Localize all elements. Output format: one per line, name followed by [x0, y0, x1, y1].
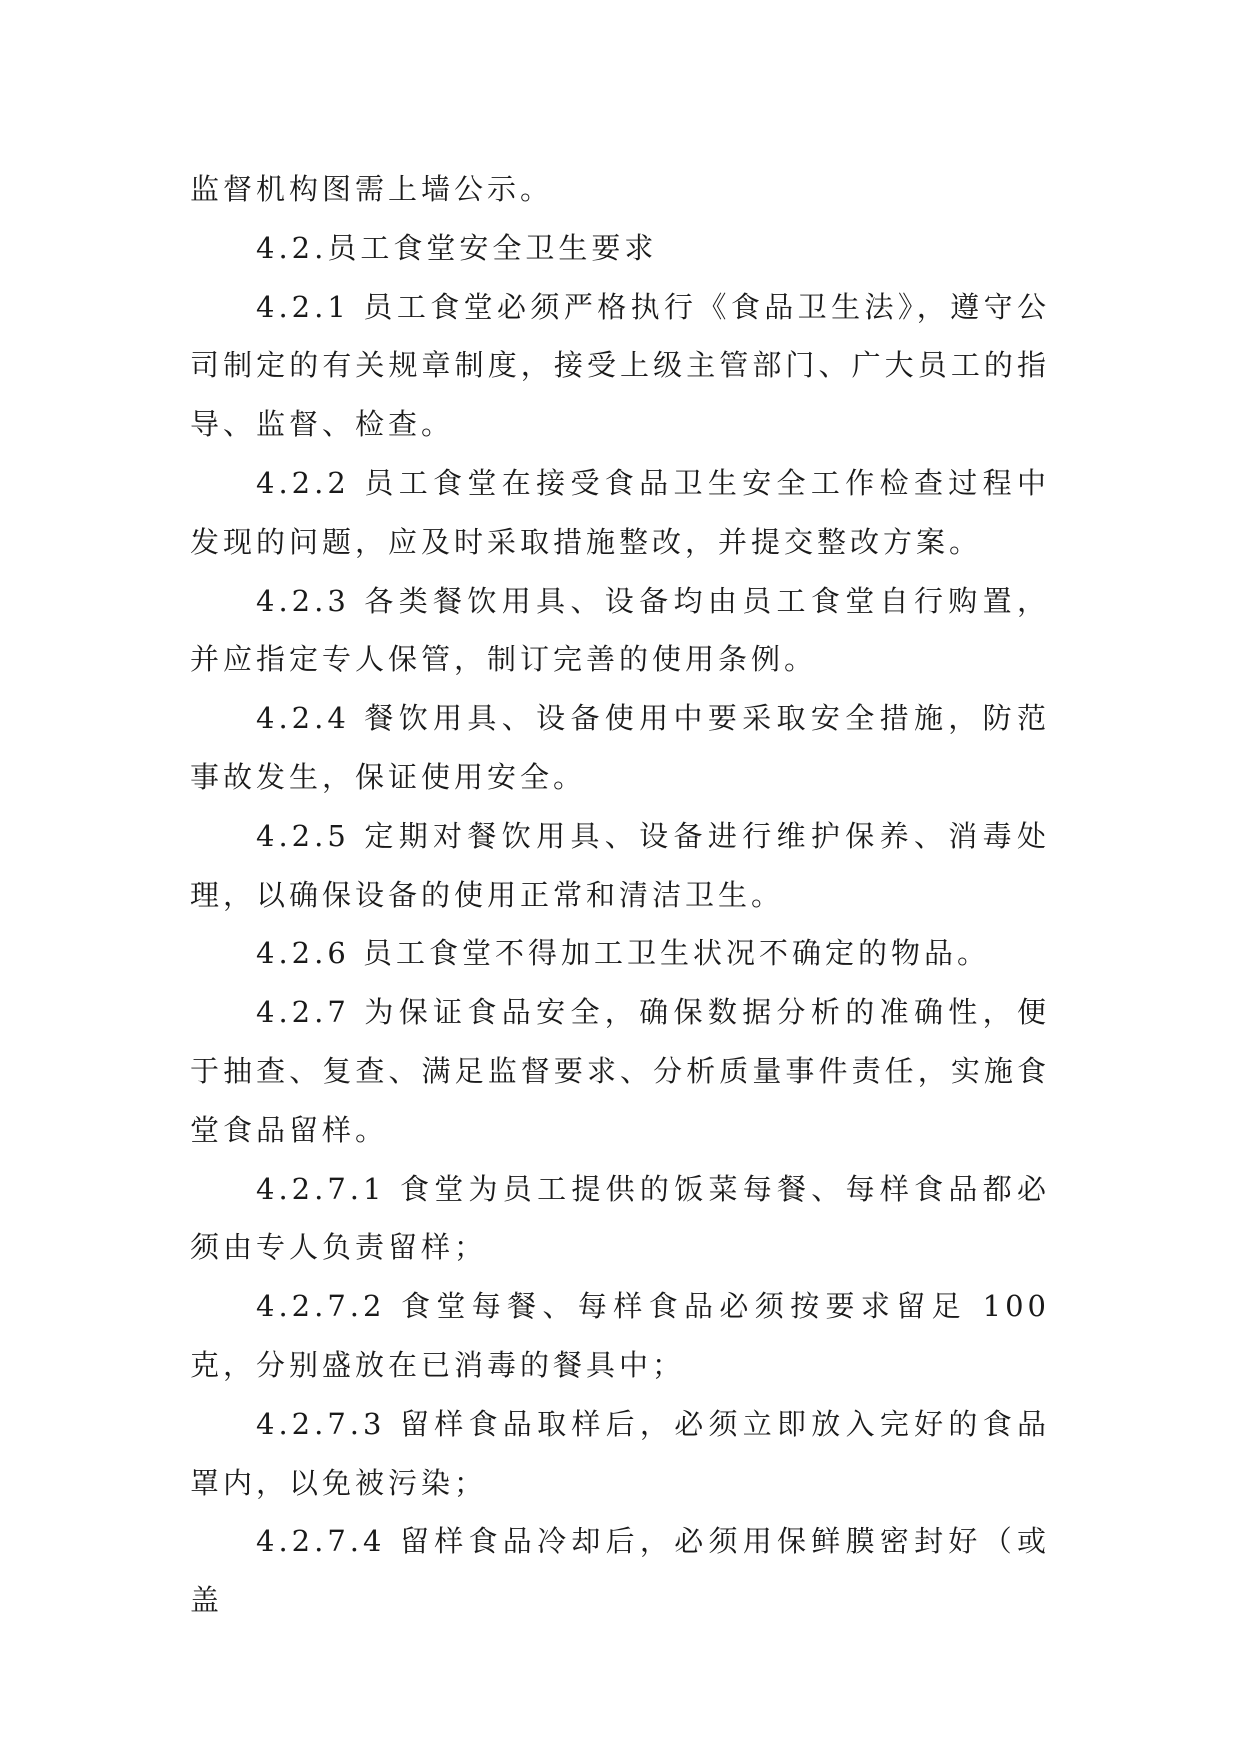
- paragraph: 4.2.4 餐饮用具、设备使用中要采取安全措施，防范事故发生，保证使用安全。: [190, 701, 1050, 794]
- paragraph: 4.2.7.1 食堂为员工提供的饭菜每餐、每样食品都必须由专人负责留样；: [190, 1171, 1050, 1265]
- paragraph: 4.2.7 为保证食品安全，确保数据分析的准确性，便于抽查、复查、满足监督要求、分析质量事件责任，实施食堂食品留样。: [190, 995, 1050, 1147]
- paragraph: 监督机构图需上墙公示。: [190, 172, 554, 206]
- document-body: [190, 160, 1050, 1630]
- paragraph: 4.2.3 各类餐饮用具、设备均由员工食堂自行购置，并应指定专人保管，制订完善的使用条例。: [190, 583, 1050, 677]
- section-heading: 4.2.员工食堂安全卫生要求: [256, 230, 658, 265]
- paragraph: 4.2.7.2 食堂每餐、每样食品必须按要求留足 100 克，分别盛放在已消毒的餐具中；: [190, 1289, 1050, 1382]
- paragraph: 4.2.7.3 留样食品取样后，必须立即放入完好的食品罩内，以免被污染；: [190, 1406, 1050, 1500]
- paragraph: 4.2.1 员工食堂必须严格执行《食品卫生法》，遵守公司制定的有关规章制度，接受上级主管部门、广大员工的指导、监督、检查。: [190, 289, 1050, 442]
- paragraph: 4.2.6 员工食堂不得加工卫生状况不确定的物品。: [256, 936, 991, 971]
- paragraph: 4.2.2 员工食堂在接受食品卫生安全工作检查过程中发现的问题，应及时采取措施整改，并提交整改方案。: [190, 465, 1050, 559]
- paragraph: 4.2.7.4 留样食品冷却后，必须用保鲜膜密封好（或盖: [190, 1524, 1050, 1618]
- paragraph: 4.2.5 定期对餐饮用具、设备进行维护保养、消毒处理，以确保设备的使用正常和清洁卫生。: [190, 818, 1050, 912]
